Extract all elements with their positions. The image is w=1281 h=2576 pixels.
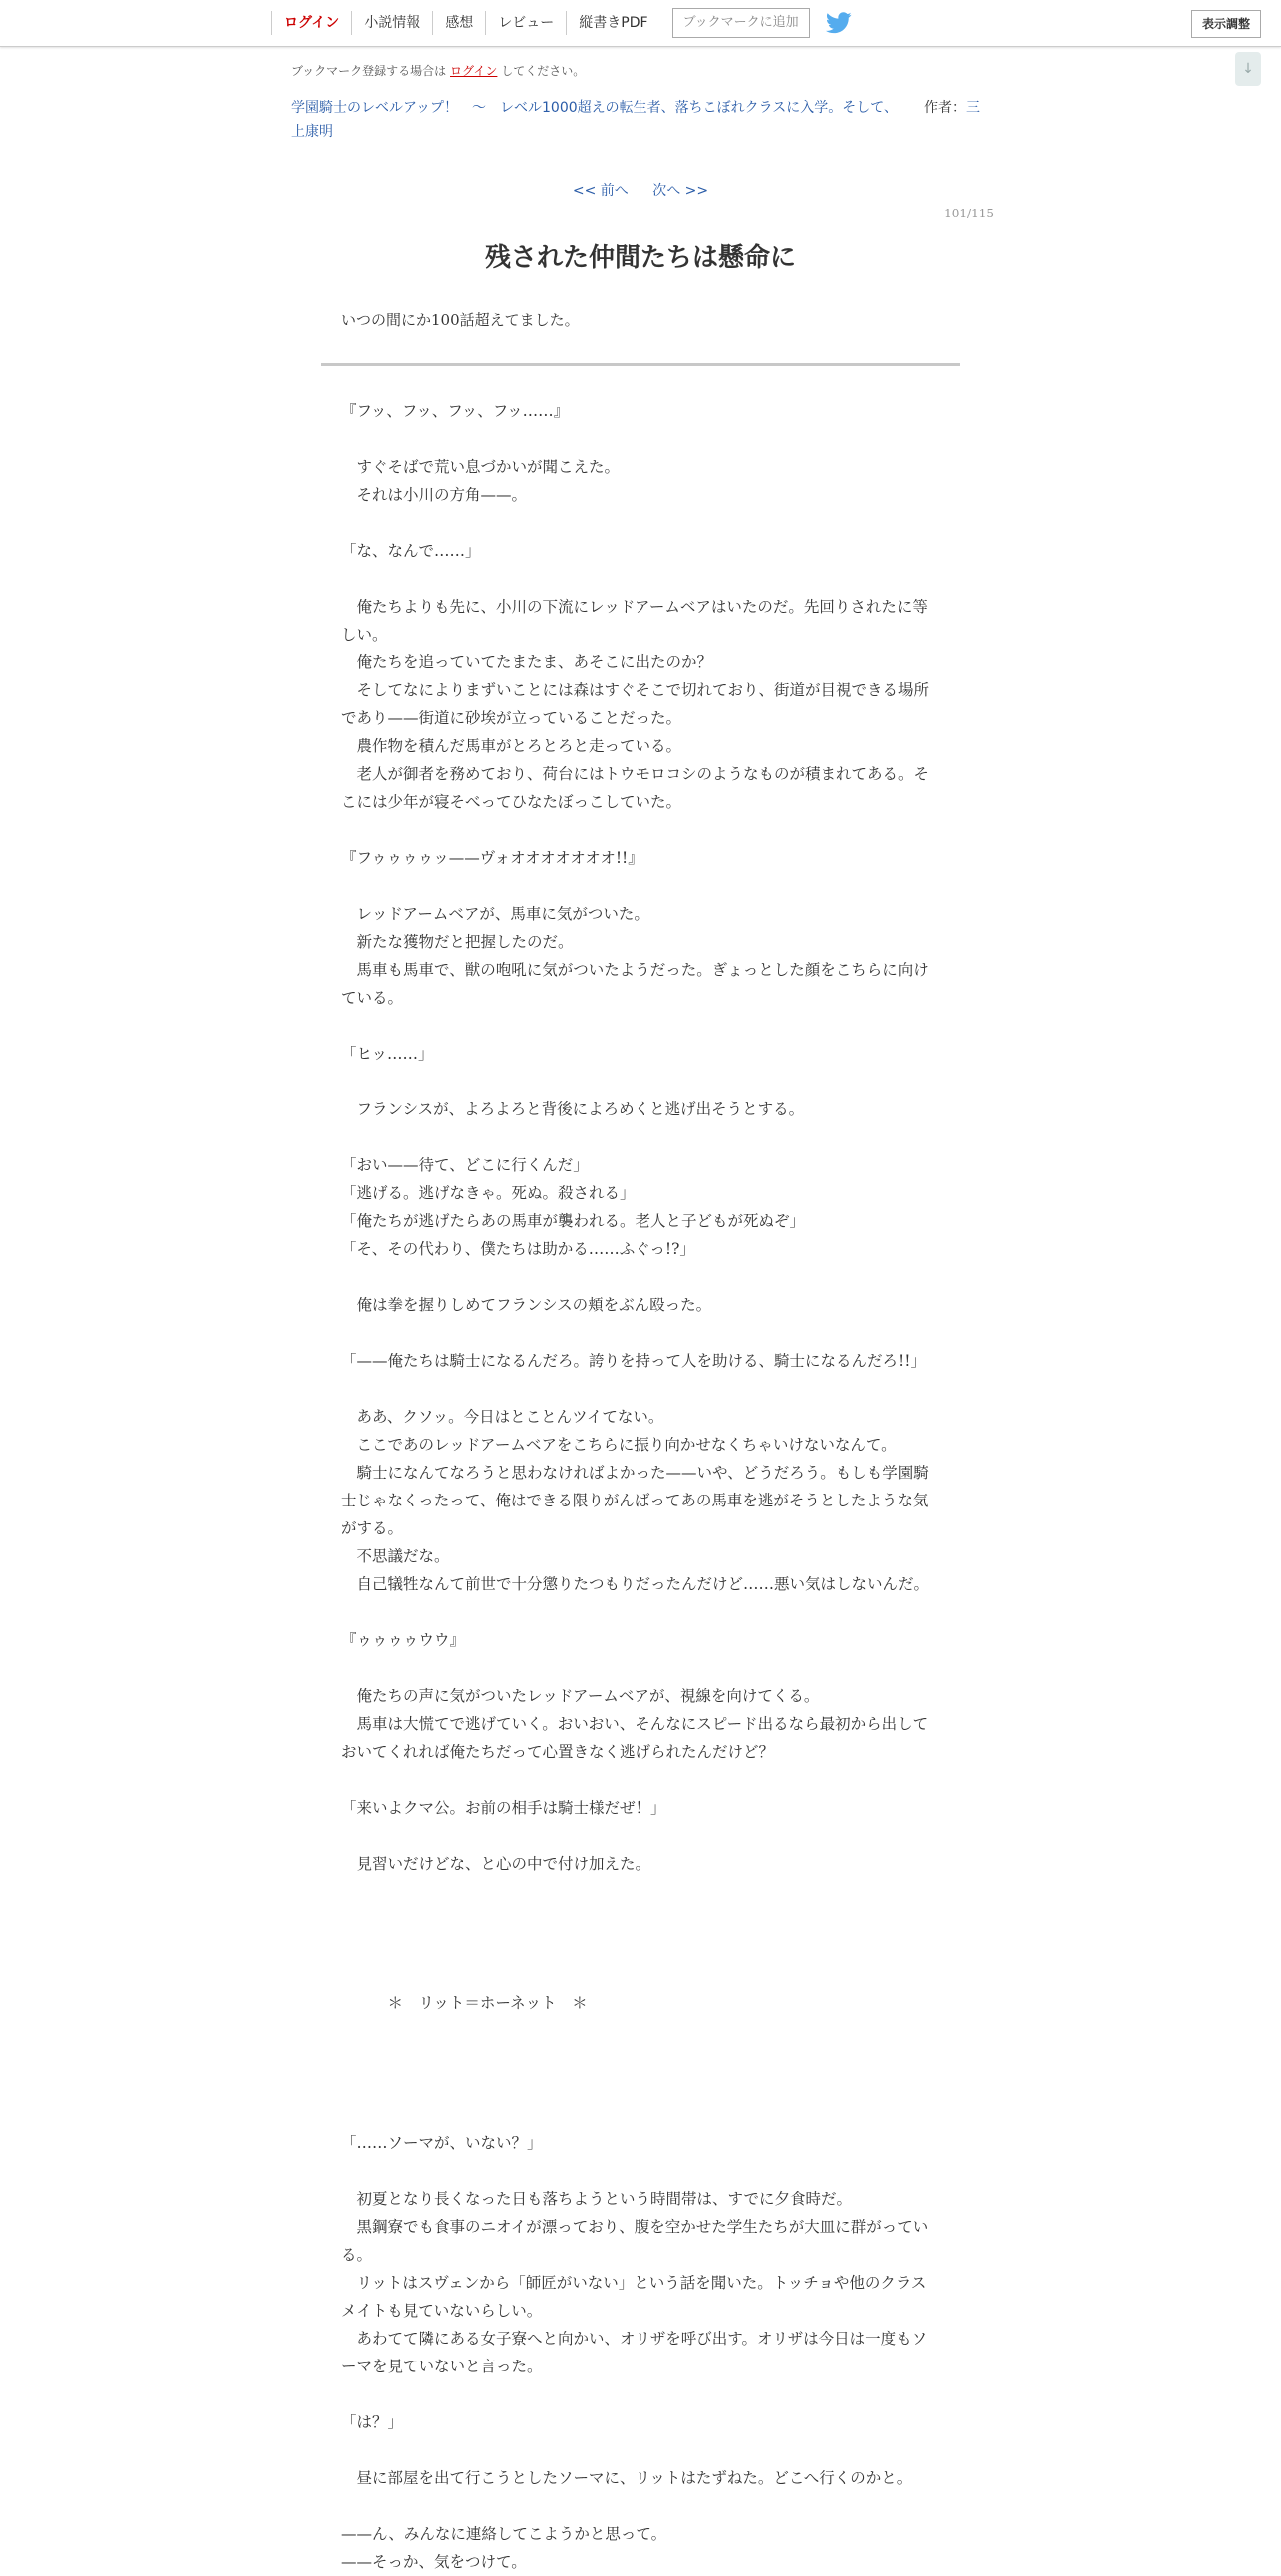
- nav-novel-info[interactable]: 小説情報: [351, 11, 432, 35]
- blank-line: [341, 1012, 940, 1040]
- body-line: ＊ リット＝ホーネット ＊: [341, 1994, 588, 2012]
- display-settings-button[interactable]: 表示調整: [1191, 10, 1261, 38]
- scroll-down-icon[interactable]: ↓: [1235, 52, 1261, 86]
- body-line: 俺たちの声に気がついたレッドアームベアが、視線を向けてくる。: [341, 1687, 820, 1705]
- blank-line: [341, 425, 940, 453]
- body-line: 俺は拳を握りしめてフランシスの頬をぶん殴った。: [341, 1296, 712, 1314]
- blank-line: [341, 1878, 940, 1906]
- blank-line: [341, 509, 940, 537]
- next-episode-link[interactable]: 次へ >>: [652, 183, 709, 199]
- blank-line: [341, 1598, 940, 1626]
- blank-line: [341, 1068, 940, 1095]
- blank-line: [341, 2045, 940, 2073]
- nav-login[interactable]: ログイン: [271, 11, 351, 35]
- blank-line: [341, 1766, 940, 1794]
- body-line: ——そっか、気をつけて。: [341, 2553, 527, 2571]
- novel-title-link[interactable]: 学園騎士のレベルアップ！ 〜 レベル1000超えの転生者、落ちこぼれクラスに入学。そして、: [291, 100, 898, 116]
- body-line: それは小川の方角——。: [341, 486, 528, 504]
- blank-line: [341, 1263, 940, 1291]
- body-line: 「な、なんで……」: [341, 542, 481, 560]
- blank-line: [341, 565, 940, 593]
- blank-line: [341, 2380, 940, 2408]
- body-line: 俺たちを追っていてたまたま、あそこに出たのか？: [341, 653, 713, 671]
- body-line: 「ヒッ……」: [341, 1045, 434, 1063]
- body-line: 「は？」: [341, 2413, 404, 2431]
- body-line: 「おい——待て、どこに行くんだ」: [341, 1156, 589, 1174]
- novel-header: [291, 96, 990, 144]
- episode-pager: [0, 180, 1281, 200]
- nav-vertical-pdf[interactable]: 縦書きPDF: [566, 11, 659, 35]
- twitter-icon[interactable]: [826, 12, 852, 34]
- blank-line: [341, 872, 940, 900]
- bookmark-notice-suffix: してください。: [501, 64, 586, 78]
- body-line: 「逃げる。逃げなきゃ。死ぬ。殺される」: [341, 1184, 636, 1202]
- prev-episode-link[interactable]: << 前へ: [572, 183, 629, 199]
- body-line: 黒鋼寮でも食事のニオイが漂っており、腹を空かせた学生たちが大皿に群がっている。: [341, 2218, 929, 2264]
- body-line: 馬車は大慌てで逃げていく。おいおい、そんなにスピード出るなら最初から出しておいてくれれば俺たちだって心置きなく逃げられたんだけど？: [341, 1715, 929, 1761]
- bookmark-notice-prefix: ブックマーク登録する場合は: [291, 64, 447, 78]
- header-nav: [271, 0, 852, 46]
- blank-line: [341, 1654, 940, 1682]
- bookmark-notice-login-link[interactable]: ログイン: [450, 64, 498, 78]
- body-line: 俺たちよりも先に、小川の下流にレッドアームベアはいたのだ。先回りされたに等しい。: [341, 598, 928, 644]
- blank-line: [341, 816, 940, 844]
- body-line: 自己犠牲なんて前世で十分懲りたつもりだったんだけど……悪い気はしないんだ。: [341, 1575, 930, 1593]
- chapter-body: [341, 397, 940, 2576]
- body-line: あわてて隣にある女子寮へと向かい、オリザを呼び出す。オリザは今日は一度もソーマを見ていないと言った。: [341, 2330, 928, 2375]
- blank-line: [341, 2073, 940, 2101]
- author-label: 作者：: [923, 100, 966, 116]
- body-line: 不思議だな。: [341, 1547, 450, 1565]
- nav-impressions[interactable]: 感想: [432, 11, 485, 35]
- body-line: ——ん、みんなに連絡してこようかと思って。: [341, 2525, 667, 2543]
- blank-line: [341, 1961, 940, 1989]
- blank-line: [341, 1933, 940, 1961]
- blank-line: [341, 1375, 940, 1403]
- add-bookmark-button[interactable]: ブックマークに追加: [672, 8, 810, 38]
- body-line: フランシスが、よろよろと背後によろめくと逃げ出そうとする。: [341, 1100, 805, 1118]
- body-line: 昼に部屋を出て行こうとしたソーマに、リットはたずねた。どこへ行くのかと。: [341, 2469, 913, 2487]
- chapter-title: 残された仲間たちは懸命に: [484, 243, 796, 273]
- body-line: ここであのレッドアームベアをこちらに振り向かせなくちゃいけないなんて。: [341, 1436, 897, 1454]
- body-line: 『ゥゥゥゥウウ』: [341, 1631, 466, 1649]
- body-line: 老人が御者を務めており、荷台にはトウモロコシのようなものが積まれてある。そこには少年が寝そべってひなたぼっこしていた。: [341, 765, 930, 811]
- body-line: 『フッ、フッ、フッ、フッ……』: [341, 402, 570, 420]
- blank-line: [341, 2157, 940, 2185]
- blank-line: [341, 1906, 940, 1933]
- chapter-preface: いつの間にか100話超えてました。: [341, 311, 580, 329]
- blank-line: [341, 2436, 940, 2464]
- blank-line: [341, 2017, 940, 2045]
- blank-line: [341, 2101, 940, 2129]
- body-line: 見習いだけどな、と心の中で付け加えた。: [341, 1855, 651, 1873]
- blank-line: [341, 2492, 940, 2520]
- body-line: すぐそばで荒い息づかいが聞こえた。: [341, 458, 621, 476]
- body-line: 『フゥゥゥゥッ——ヴォオオオオオオオ!!』: [341, 849, 643, 867]
- blank-line: [341, 1822, 940, 1850]
- body-line: ああ、クソッ。今日はとことんツイてない。: [341, 1408, 664, 1426]
- body-line: 「……ソーマが、いない？」: [341, 2134, 543, 2152]
- episode-count: 101/115: [944, 207, 994, 220]
- body-line: 「来いよクマ公。お前の相手は騎士様だぜ！」: [341, 1799, 666, 1817]
- bookmark-notice: [291, 62, 585, 79]
- body-line: そしてなによりまずいことには森はすぐそこで切れており、街道が目視できる場所であり——街道に砂埃が立っていることだった。: [341, 681, 930, 727]
- body-line: 「俺たちが逃げたらあの馬車が襲われる。老人と子どもが死ぬぞ」: [341, 1212, 806, 1230]
- nav-review[interactable]: レビュー: [485, 11, 566, 35]
- body-line: 馬車も馬車で、獣の咆吼に気がついたようだった。ぎょっとした顔をこちらに向けている。: [341, 961, 929, 1007]
- body-line: 初夏となり長くなった日も落ちようという時間帯は、すでに夕食時だ。: [341, 2190, 852, 2208]
- top-header: [0, 0, 1281, 47]
- body-line: レッドアームベアが、馬車に気がついた。: [341, 905, 649, 923]
- body-line: 騎士になんてなろうと思わなければよかった——いや、どうだろう。もしも学園騎士じゃなくったって、俺はできる限りがんばってあの馬車を逃がそうとしたような気がする。: [341, 1464, 929, 1537]
- body-line: 「——俺たちは騎士になるんだろ。誇りを持って人を助ける、騎士になるんだろ!!」: [341, 1352, 926, 1370]
- body-line: 農作物を積んだ馬車がとろとろと走っている。: [341, 737, 682, 755]
- body-line: 新たな獲物だと把握したのだ。: [341, 933, 574, 951]
- body-line: リットはスヴェンから「師匠がいない」という話を聞いた。トッチョや他のクラスメイトも見ていないらしい。: [341, 2274, 927, 2320]
- blank-line: [341, 1319, 940, 1347]
- blank-line: [341, 1123, 940, 1151]
- body-line: 「そ、その代わり、僕たちは助かる……ふぐっ!?」: [341, 1240, 695, 1258]
- author-link[interactable]: 三上康明: [291, 100, 980, 140]
- preface-divider: [321, 363, 960, 366]
